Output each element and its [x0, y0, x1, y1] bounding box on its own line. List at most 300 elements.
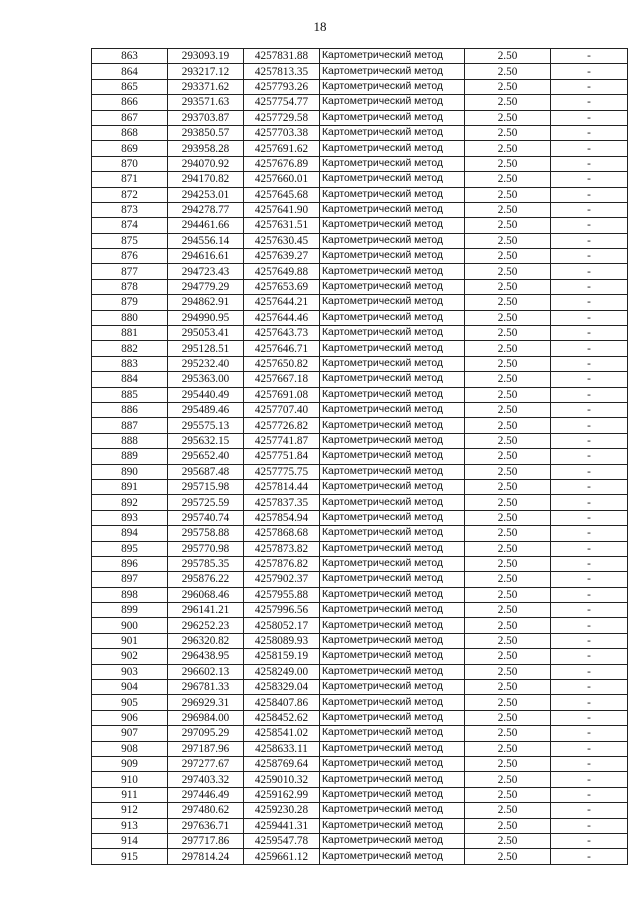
- y-coordinate-cell: 4257754.77: [244, 95, 320, 110]
- point-number-cell: 878: [92, 279, 168, 294]
- table-row: [92, 279, 628, 294]
- note-cell: -: [551, 526, 628, 541]
- point-number-cell: 866: [92, 95, 168, 110]
- method-cell: Картометрический метод: [320, 787, 465, 802]
- x-coordinate-cell: 297187.96: [168, 741, 244, 756]
- note-cell: -: [551, 680, 628, 695]
- accuracy-cell: 2.50: [465, 587, 551, 602]
- point-number-cell: 902: [92, 649, 168, 664]
- note-cell: -: [551, 295, 628, 310]
- y-coordinate-cell: 4257831.88: [244, 49, 320, 64]
- x-coordinate-cell: 293371.62: [168, 79, 244, 94]
- method-cell: Картометрический метод: [320, 618, 465, 633]
- table-row: [92, 572, 628, 587]
- method-cell: Картометрический метод: [320, 110, 465, 125]
- accuracy-cell: 2.50: [465, 849, 551, 864]
- accuracy-cell: 2.50: [465, 95, 551, 110]
- x-coordinate-cell: 293850.57: [168, 125, 244, 140]
- method-cell: Картометрический метод: [320, 664, 465, 679]
- y-coordinate-cell: 4259441.31: [244, 818, 320, 833]
- y-coordinate-cell: 4257631.51: [244, 218, 320, 233]
- accuracy-cell: 2.50: [465, 572, 551, 587]
- table-row: [92, 741, 628, 756]
- y-coordinate-cell: 4258249.00: [244, 664, 320, 679]
- note-cell: -: [551, 387, 628, 402]
- method-cell: Картометрический метод: [320, 264, 465, 279]
- accuracy-cell: 2.50: [465, 356, 551, 371]
- note-cell: -: [551, 49, 628, 64]
- method-cell: Картометрический метод: [320, 818, 465, 833]
- point-number-cell: 883: [92, 356, 168, 371]
- note-cell: -: [551, 695, 628, 710]
- accuracy-cell: 2.50: [465, 187, 551, 202]
- note-cell: -: [551, 449, 628, 464]
- accuracy-cell: 2.50: [465, 449, 551, 464]
- y-coordinate-cell: 4257814.44: [244, 479, 320, 494]
- method-cell: Картометрический метод: [320, 556, 465, 571]
- accuracy-cell: 2.50: [465, 818, 551, 833]
- note-cell: -: [551, 110, 628, 125]
- point-number-cell: 899: [92, 603, 168, 618]
- x-coordinate-cell: 295363.00: [168, 372, 244, 387]
- x-coordinate-cell: 296252.23: [168, 618, 244, 633]
- method-cell: Картометрический метод: [320, 479, 465, 494]
- method-cell: Картометрический метод: [320, 187, 465, 202]
- y-coordinate-cell: 4257691.08: [244, 387, 320, 402]
- point-number-cell: 875: [92, 233, 168, 248]
- note-cell: -: [551, 418, 628, 433]
- point-number-cell: 879: [92, 295, 168, 310]
- note-cell: -: [551, 64, 628, 79]
- y-coordinate-cell: 4257644.21: [244, 295, 320, 310]
- accuracy-cell: 2.50: [465, 295, 551, 310]
- x-coordinate-cell: 297277.67: [168, 756, 244, 771]
- method-cell: Картометрический метод: [320, 649, 465, 664]
- y-coordinate-cell: 4257751.84: [244, 449, 320, 464]
- coordinates-table-body: [92, 49, 628, 865]
- table-row: [92, 418, 628, 433]
- point-number-cell: 904: [92, 680, 168, 695]
- y-coordinate-cell: 4259547.78: [244, 833, 320, 848]
- point-number-cell: 876: [92, 249, 168, 264]
- note-cell: -: [551, 310, 628, 325]
- x-coordinate-cell: 294461.66: [168, 218, 244, 233]
- table-row: [92, 341, 628, 356]
- point-number-cell: 908: [92, 741, 168, 756]
- point-number-cell: 869: [92, 141, 168, 156]
- y-coordinate-cell: 4257667.18: [244, 372, 320, 387]
- table-row: [92, 695, 628, 710]
- point-number-cell: 885: [92, 387, 168, 402]
- method-cell: Картометрический метод: [320, 233, 465, 248]
- method-cell: Картометрический метод: [320, 633, 465, 648]
- method-cell: Картометрический метод: [320, 387, 465, 402]
- method-cell: Картометрический метод: [320, 279, 465, 294]
- note-cell: -: [551, 402, 628, 417]
- note-cell: -: [551, 649, 628, 664]
- y-coordinate-cell: 4257868.68: [244, 526, 320, 541]
- point-number-cell: 888: [92, 433, 168, 448]
- table-row: [92, 49, 628, 64]
- page-number: 18: [313, 19, 327, 34]
- note-cell: -: [551, 726, 628, 741]
- table-row: [92, 680, 628, 695]
- y-coordinate-cell: 4257660.01: [244, 172, 320, 187]
- note-cell: -: [551, 341, 628, 356]
- note-cell: -: [551, 172, 628, 187]
- method-cell: Картометрический метод: [320, 572, 465, 587]
- accuracy-cell: 2.50: [465, 695, 551, 710]
- table-row: [92, 464, 628, 479]
- method-cell: Картометрический метод: [320, 125, 465, 140]
- point-number-cell: 867: [92, 110, 168, 125]
- accuracy-cell: 2.50: [465, 79, 551, 94]
- y-coordinate-cell: 4258052.17: [244, 618, 320, 633]
- accuracy-cell: 2.50: [465, 156, 551, 171]
- accuracy-cell: 2.50: [465, 756, 551, 771]
- note-cell: -: [551, 372, 628, 387]
- note-cell: -: [551, 95, 628, 110]
- accuracy-cell: 2.50: [465, 710, 551, 725]
- accuracy-cell: 2.50: [465, 526, 551, 541]
- method-cell: Картометрический метод: [320, 418, 465, 433]
- method-cell: Картометрический метод: [320, 772, 465, 787]
- note-cell: -: [551, 479, 628, 494]
- y-coordinate-cell: 4258329.04: [244, 680, 320, 695]
- note-cell: -: [551, 218, 628, 233]
- point-number-cell: 906: [92, 710, 168, 725]
- x-coordinate-cell: 295440.49: [168, 387, 244, 402]
- table-row: [92, 633, 628, 648]
- method-cell: Картометрический метод: [320, 680, 465, 695]
- y-coordinate-cell: 4259661.12: [244, 849, 320, 864]
- x-coordinate-cell: 294723.43: [168, 264, 244, 279]
- note-cell: -: [551, 279, 628, 294]
- x-coordinate-cell: 297636.71: [168, 818, 244, 833]
- point-number-cell: 874: [92, 218, 168, 233]
- method-cell: Картометрический метод: [320, 372, 465, 387]
- note-cell: -: [551, 541, 628, 556]
- table-row: [92, 141, 628, 156]
- accuracy-cell: 2.50: [465, 772, 551, 787]
- x-coordinate-cell: 293093.19: [168, 49, 244, 64]
- table-row: [92, 833, 628, 848]
- table-row: [92, 603, 628, 618]
- table-row: [92, 95, 628, 110]
- method-cell: Картометрический метод: [320, 726, 465, 741]
- table-row: [92, 402, 628, 417]
- point-number-cell: 898: [92, 587, 168, 602]
- y-coordinate-cell: 4257645.68: [244, 187, 320, 202]
- x-coordinate-cell: 297480.62: [168, 803, 244, 818]
- y-coordinate-cell: 4258541.02: [244, 726, 320, 741]
- y-coordinate-cell: 4257729.58: [244, 110, 320, 125]
- table-row: [92, 310, 628, 325]
- accuracy-cell: 2.50: [465, 541, 551, 556]
- table-row: [92, 249, 628, 264]
- note-cell: -: [551, 125, 628, 140]
- method-cell: Картометрический метод: [320, 156, 465, 171]
- accuracy-cell: 2.50: [465, 279, 551, 294]
- accuracy-cell: 2.50: [465, 787, 551, 802]
- point-number-cell: 868: [92, 125, 168, 140]
- table-row: [92, 202, 628, 217]
- table-row: [92, 556, 628, 571]
- method-cell: Картометрический метод: [320, 64, 465, 79]
- point-number-cell: 880: [92, 310, 168, 325]
- note-cell: -: [551, 356, 628, 371]
- point-number-cell: 870: [92, 156, 168, 171]
- method-cell: Картометрический метод: [320, 341, 465, 356]
- y-coordinate-cell: 4257854.94: [244, 510, 320, 525]
- point-number-cell: 893: [92, 510, 168, 525]
- x-coordinate-cell: 295489.46: [168, 402, 244, 417]
- accuracy-cell: 2.50: [465, 249, 551, 264]
- accuracy-cell: 2.50: [465, 49, 551, 64]
- accuracy-cell: 2.50: [465, 726, 551, 741]
- point-number-cell: 887: [92, 418, 168, 433]
- point-number-cell: 912: [92, 803, 168, 818]
- x-coordinate-cell: 295725.59: [168, 495, 244, 510]
- table-row: [92, 664, 628, 679]
- y-coordinate-cell: 4257873.82: [244, 541, 320, 556]
- accuracy-cell: 2.50: [465, 556, 551, 571]
- note-cell: -: [551, 141, 628, 156]
- y-coordinate-cell: 4257703.38: [244, 125, 320, 140]
- y-coordinate-cell: 4257646.71: [244, 341, 320, 356]
- method-cell: Картометрический метод: [320, 202, 465, 217]
- method-cell: Картометрический метод: [320, 402, 465, 417]
- y-coordinate-cell: 4259162.99: [244, 787, 320, 802]
- accuracy-cell: 2.50: [465, 510, 551, 525]
- method-cell: Картометрический метод: [320, 326, 465, 341]
- accuracy-cell: 2.50: [465, 664, 551, 679]
- x-coordinate-cell: 295232.40: [168, 356, 244, 371]
- x-coordinate-cell: 297095.29: [168, 726, 244, 741]
- point-number-cell: 882: [92, 341, 168, 356]
- accuracy-cell: 2.50: [465, 633, 551, 648]
- accuracy-cell: 2.50: [465, 141, 551, 156]
- point-number-cell: 915: [92, 849, 168, 864]
- y-coordinate-cell: 4257775.75: [244, 464, 320, 479]
- point-number-cell: 873: [92, 202, 168, 217]
- accuracy-cell: 2.50: [465, 387, 551, 402]
- point-number-cell: 890: [92, 464, 168, 479]
- table-row: [92, 787, 628, 802]
- note-cell: -: [551, 664, 628, 679]
- table-row: [92, 510, 628, 525]
- accuracy-cell: 2.50: [465, 833, 551, 848]
- y-coordinate-cell: 4257691.62: [244, 141, 320, 156]
- point-number-cell: 910: [92, 772, 168, 787]
- table-row: [92, 326, 628, 341]
- x-coordinate-cell: 295575.13: [168, 418, 244, 433]
- y-coordinate-cell: 4257644.46: [244, 310, 320, 325]
- table-row: [92, 803, 628, 818]
- x-coordinate-cell: 295876.22: [168, 572, 244, 587]
- accuracy-cell: 2.50: [465, 310, 551, 325]
- note-cell: -: [551, 233, 628, 248]
- accuracy-cell: 2.50: [465, 372, 551, 387]
- x-coordinate-cell: 296068.46: [168, 587, 244, 602]
- table-row: [92, 449, 628, 464]
- x-coordinate-cell: 295758.88: [168, 526, 244, 541]
- table-row: [92, 433, 628, 448]
- point-number-cell: 886: [92, 402, 168, 417]
- accuracy-cell: 2.50: [465, 803, 551, 818]
- method-cell: Картометрический метод: [320, 603, 465, 618]
- x-coordinate-cell: 294862.91: [168, 295, 244, 310]
- accuracy-cell: 2.50: [465, 418, 551, 433]
- y-coordinate-cell: 4257630.45: [244, 233, 320, 248]
- method-cell: Картометрический метод: [320, 587, 465, 602]
- x-coordinate-cell: 297403.32: [168, 772, 244, 787]
- table-row: [92, 479, 628, 494]
- table-row: [92, 372, 628, 387]
- x-coordinate-cell: 294616.61: [168, 249, 244, 264]
- table-row: [92, 772, 628, 787]
- x-coordinate-cell: 294779.29: [168, 279, 244, 294]
- x-coordinate-cell: 295632.15: [168, 433, 244, 448]
- point-number-cell: 891: [92, 479, 168, 494]
- method-cell: Картометрический метод: [320, 95, 465, 110]
- method-cell: Картометрический метод: [320, 310, 465, 325]
- accuracy-cell: 2.50: [465, 741, 551, 756]
- table-row: [92, 541, 628, 556]
- coordinates-table: [91, 48, 628, 865]
- accuracy-cell: 2.50: [465, 202, 551, 217]
- note-cell: -: [551, 833, 628, 848]
- note-cell: -: [551, 633, 628, 648]
- y-coordinate-cell: 4259230.28: [244, 803, 320, 818]
- accuracy-cell: 2.50: [465, 341, 551, 356]
- note-cell: -: [551, 710, 628, 725]
- table-row: [92, 79, 628, 94]
- point-number-cell: 892: [92, 495, 168, 510]
- accuracy-cell: 2.50: [465, 680, 551, 695]
- y-coordinate-cell: 4257955.88: [244, 587, 320, 602]
- method-cell: Картометрический метод: [320, 510, 465, 525]
- point-number-cell: 881: [92, 326, 168, 341]
- method-cell: Картометрический метод: [320, 541, 465, 556]
- point-number-cell: 907: [92, 726, 168, 741]
- note-cell: -: [551, 326, 628, 341]
- method-cell: Картометрический метод: [320, 218, 465, 233]
- y-coordinate-cell: 4259010.32: [244, 772, 320, 787]
- accuracy-cell: 2.50: [465, 402, 551, 417]
- method-cell: Картометрический метод: [320, 449, 465, 464]
- method-cell: Картометрический метод: [320, 172, 465, 187]
- table-row: [92, 172, 628, 187]
- table-row: [92, 187, 628, 202]
- x-coordinate-cell: 296141.21: [168, 603, 244, 618]
- x-coordinate-cell: 295053.41: [168, 326, 244, 341]
- point-number-cell: 872: [92, 187, 168, 202]
- note-cell: -: [551, 187, 628, 202]
- y-coordinate-cell: 4257649.88: [244, 264, 320, 279]
- x-coordinate-cell: 295785.35: [168, 556, 244, 571]
- x-coordinate-cell: 294253.01: [168, 187, 244, 202]
- x-coordinate-cell: 296602.13: [168, 664, 244, 679]
- note-cell: -: [551, 587, 628, 602]
- y-coordinate-cell: 4258407.86: [244, 695, 320, 710]
- y-coordinate-cell: 4257653.69: [244, 279, 320, 294]
- y-coordinate-cell: 4257876.82: [244, 556, 320, 571]
- x-coordinate-cell: 294278.77: [168, 202, 244, 217]
- method-cell: Картометрический метод: [320, 464, 465, 479]
- x-coordinate-cell: 296781.33: [168, 680, 244, 695]
- table-row: [92, 233, 628, 248]
- x-coordinate-cell: 297717.86: [168, 833, 244, 848]
- accuracy-cell: 2.50: [465, 264, 551, 279]
- x-coordinate-cell: 294556.14: [168, 233, 244, 248]
- point-number-cell: 896: [92, 556, 168, 571]
- point-number-cell: 909: [92, 756, 168, 771]
- accuracy-cell: 2.50: [465, 495, 551, 510]
- table-row: [92, 649, 628, 664]
- y-coordinate-cell: 4257641.90: [244, 202, 320, 217]
- table-row: [92, 218, 628, 233]
- point-number-cell: 889: [92, 449, 168, 464]
- accuracy-cell: 2.50: [465, 64, 551, 79]
- x-coordinate-cell: 293703.87: [168, 110, 244, 125]
- x-coordinate-cell: 296984.00: [168, 710, 244, 725]
- x-coordinate-cell: 297814.24: [168, 849, 244, 864]
- table-row: [92, 64, 628, 79]
- x-coordinate-cell: 296320.82: [168, 633, 244, 648]
- accuracy-cell: 2.50: [465, 649, 551, 664]
- y-coordinate-cell: 4257643.73: [244, 326, 320, 341]
- point-number-cell: 895: [92, 541, 168, 556]
- table-row: [92, 295, 628, 310]
- method-cell: Картометрический метод: [320, 741, 465, 756]
- method-cell: Картометрический метод: [320, 49, 465, 64]
- point-number-cell: 913: [92, 818, 168, 833]
- y-coordinate-cell: 4257813.35: [244, 64, 320, 79]
- point-number-cell: 900: [92, 618, 168, 633]
- y-coordinate-cell: 4257639.27: [244, 249, 320, 264]
- note-cell: -: [551, 556, 628, 571]
- method-cell: Картометрический метод: [320, 249, 465, 264]
- note-cell: -: [551, 803, 628, 818]
- note-cell: -: [551, 603, 628, 618]
- note-cell: -: [551, 787, 628, 802]
- y-coordinate-cell: 4258159.19: [244, 649, 320, 664]
- note-cell: -: [551, 756, 628, 771]
- table-row: [92, 264, 628, 279]
- method-cell: Картометрический метод: [320, 141, 465, 156]
- point-number-cell: 877: [92, 264, 168, 279]
- point-number-cell: 914: [92, 833, 168, 848]
- note-cell: -: [551, 741, 628, 756]
- point-number-cell: 897: [92, 572, 168, 587]
- note-cell: -: [551, 79, 628, 94]
- accuracy-cell: 2.50: [465, 233, 551, 248]
- x-coordinate-cell: 295652.40: [168, 449, 244, 464]
- table-row: [92, 756, 628, 771]
- accuracy-cell: 2.50: [465, 110, 551, 125]
- y-coordinate-cell: 4258452.62: [244, 710, 320, 725]
- accuracy-cell: 2.50: [465, 172, 551, 187]
- note-cell: -: [551, 433, 628, 448]
- x-coordinate-cell: 295687.48: [168, 464, 244, 479]
- method-cell: Картометрический метод: [320, 495, 465, 510]
- note-cell: -: [551, 464, 628, 479]
- note-cell: -: [551, 849, 628, 864]
- table-row: [92, 587, 628, 602]
- y-coordinate-cell: 4257726.82: [244, 418, 320, 433]
- x-coordinate-cell: 296438.95: [168, 649, 244, 664]
